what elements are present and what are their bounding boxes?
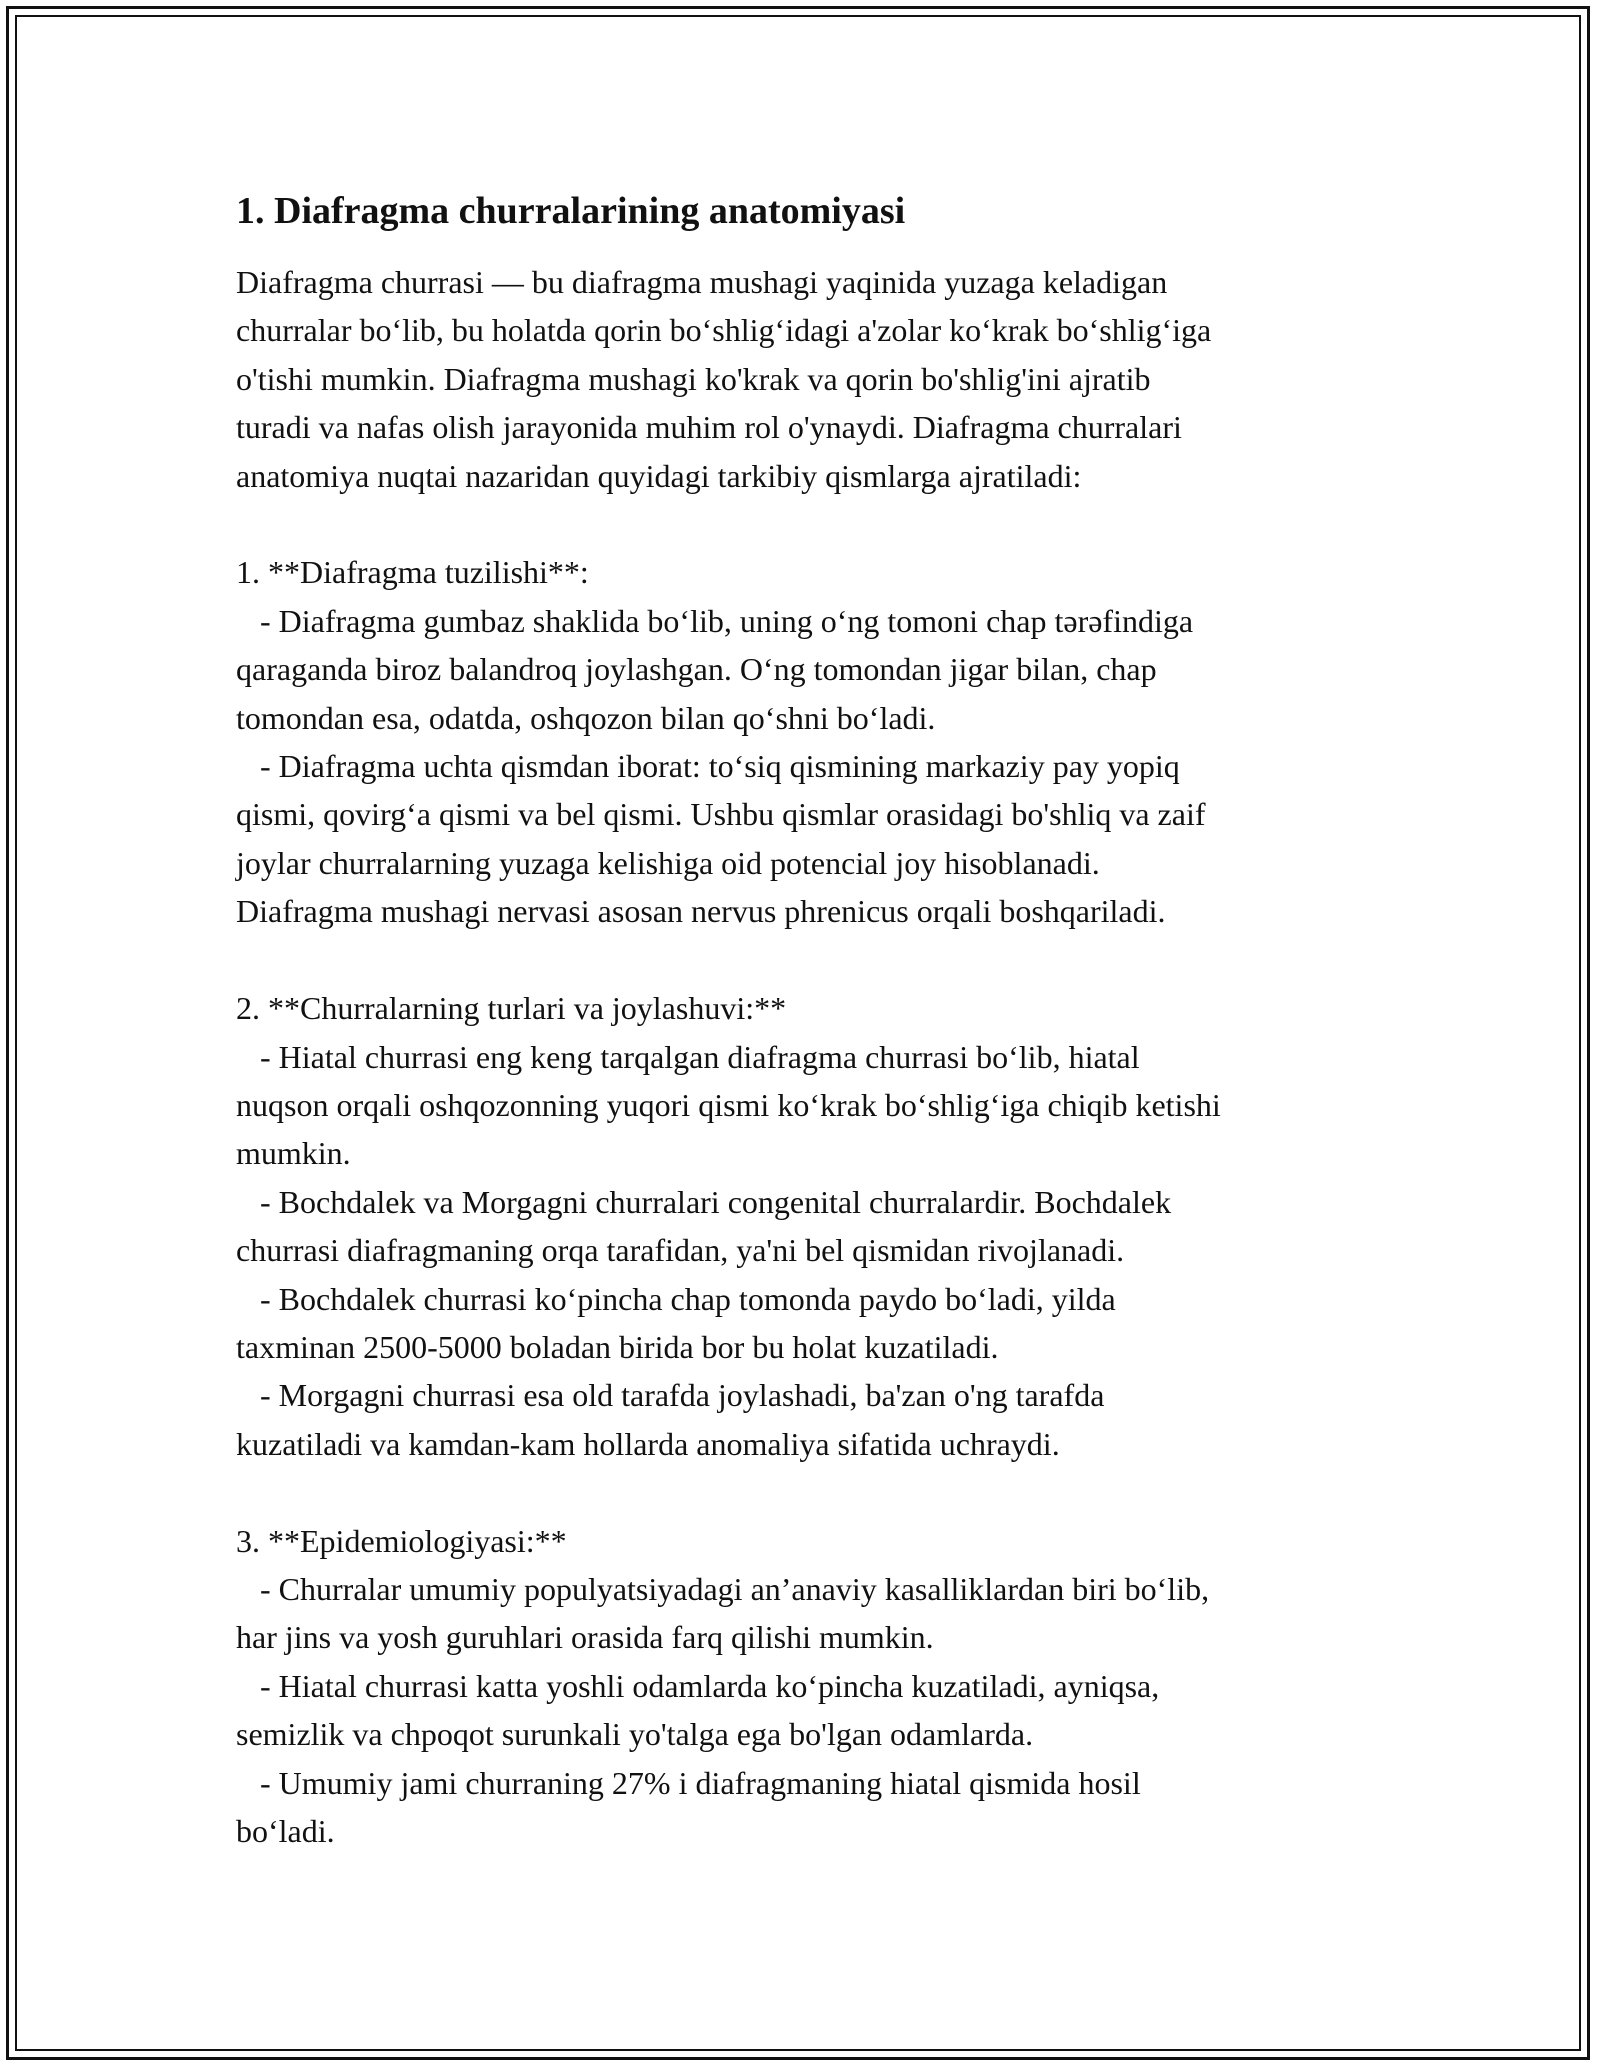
section-body-text: Diafragma churrasi — bu diafragma mushagi yaqinida yuzaga keladigan churralar bo‘lib, bu holatda qorin bo‘shlig‘idagi a'zolar ko‘krak bo‘shlig‘iga o'tishi mumkin. Diafragma mushagi ko'krak va qorin bo'shlig'ini ajratib turadi va nafas olish jarayonida muhim rol o'ynaydi. Diafragma churralari anatomiya nuqtai nazaridan quyidagi tarkibiy qismlarga ajratiladi: 1. **Diafragma tuzilishi**: - Diafragma gumbaz shaklida bo‘lib, uning o‘ng tomoni chap tərəfindiga qaraganda biroz balandroq joylashgan. O‘ng tomondan jigar bilan, chap tomondan esa, odatda, oshqozon bilan qo‘shni bo‘ladi. - Diafragma uchta qismdan iborat: to‘siq qismining markaziy pay yopiq qismi, qovirg‘a qismi va bel qismi. Ushbu qismlar orasidagi bo'shliq va zaif joylar churralarning yuzaga kelishiga oid potencial joy hisoblanadi. Diafragma mushagi nervasi asosan nervus phrenicus orqali boshqariladi. 2. **Churralarning turlari va joylashuvi:** - Hiatal churrasi eng keng tarqalgan diafragma churrasi bo‘lib, hiatal nuqson orqali oshqozonning yuqori qismi ko‘krak bo‘shlig‘iga chiqib ketishi mumkin. - Bochdalek va Morgagni churralari congenital churralardir. Bochdalek churrasi diafragmaning orqa tarafidan, ya'ni bel qismidan rivojlanadi. - Bochdalek churrasi ko‘pincha chap tomonda paydo bo‘ladi, yilda taxminan 2500-5000 boladan birida bor bu holat kuzatiladi. - Morgagni churrasi esa old tarafda joylashadi, ba'zan o'ng tarafda kuzatiladi va kamdan-kam hollarda anomaliya sifatida uchraydi. 3. **Epidemiologiyasi:** - Churralar umumiy populyatsiyadagi an’anaviy kasalliklardan biri bo‘lib, har jins va yosh guruhlari orasida farq qilishi mumkin. - Hiatal churrasi katta yoshli odamlarda ko‘pincha kuzatiladi, ayniqsa, semizlik va chpoqot surunkali yo'talga ega bo'lgan odamlarda. - Umumiy jami churraning 27% i diafragmaning hiatal qismida hosil bo‘ladi. (236, 264, 1221, 1849)
document-content (236, 186, 1396, 1855)
section-heading: 1. Diafragma churralarining anatomiyasi (236, 190, 906, 232)
